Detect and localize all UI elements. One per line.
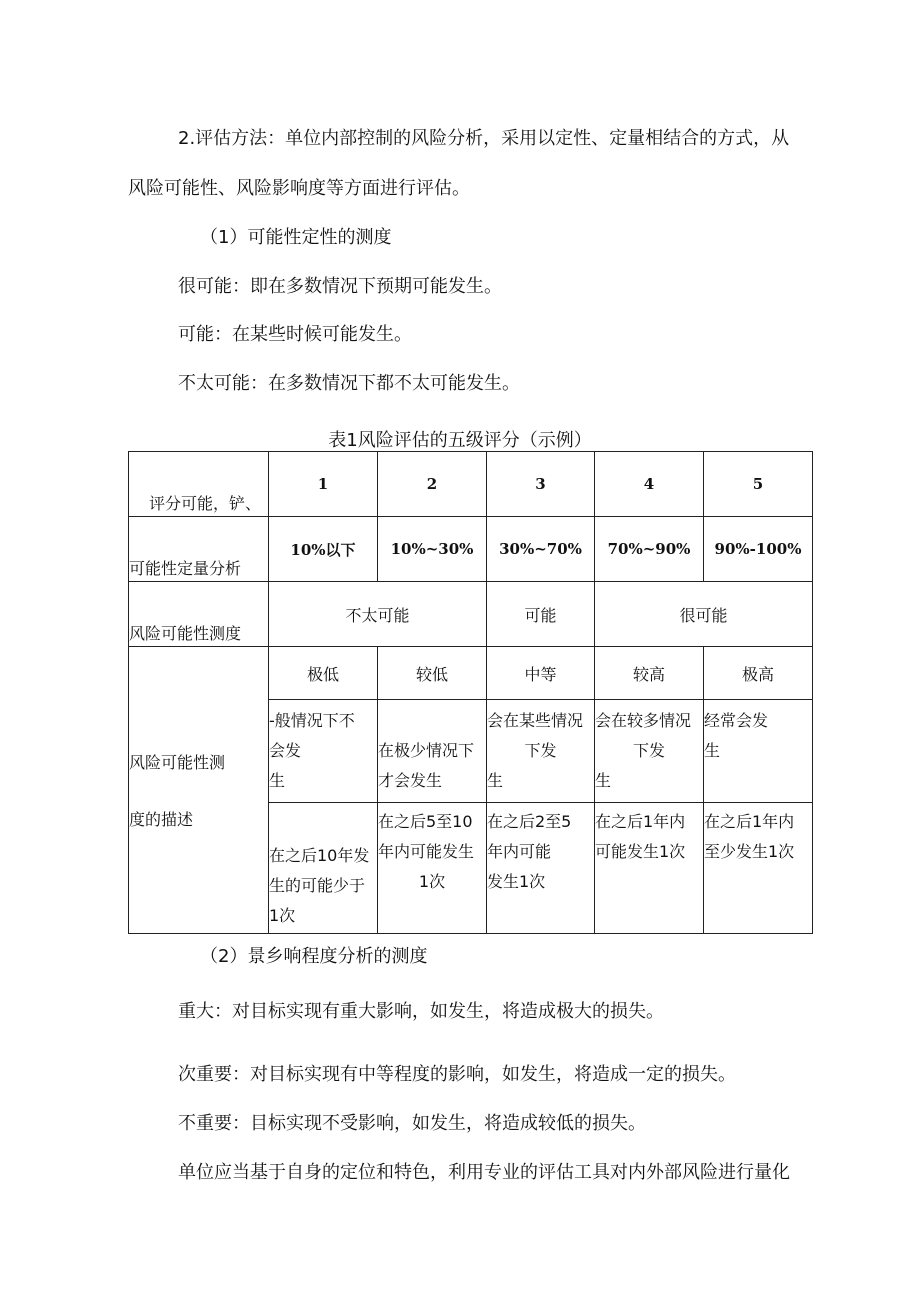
time-desc-5 — [704, 803, 813, 934]
time-desc-3 — [487, 803, 595, 934]
description-label — [129, 647, 269, 934]
measure-likely: 可能 — [487, 582, 595, 647]
level-4: 较高 — [595, 647, 704, 700]
time-desc-5-line-1: 在之后1年内 — [704, 812, 795, 831]
table-row — [129, 582, 813, 647]
qual-desc-3-line-1: 会在某些情况 — [487, 711, 584, 730]
qual-desc-1 — [269, 700, 378, 803]
time-desc-1-line-3: 1次 — [269, 906, 296, 925]
table-row — [129, 452, 813, 517]
qual-desc-1-line-2: 会发 — [269, 741, 302, 760]
time-desc-2-line-3: 1次 — [418, 872, 446, 891]
time-desc-4 — [595, 803, 704, 934]
intro-line-1: 2.评估方法：单位内部控制的风险分析，采用以定性、定量相结合的方式，从 — [178, 128, 790, 149]
level-3: 中等 — [487, 647, 595, 700]
quant-value-3: 30%~70% — [487, 517, 595, 582]
measure-label: 风险可能性测度 — [129, 582, 269, 647]
quant-label: 可能性定量分析 — [129, 517, 269, 582]
qual-desc-1-line-3: 生 — [269, 771, 286, 790]
risk-score-table — [128, 451, 813, 934]
qual-desc-3-line-2: 下发 — [524, 741, 557, 760]
item-likely: 可能：在某些时候可能发生。 — [178, 324, 412, 345]
measure-unlikely: 不太可能 — [269, 582, 487, 647]
time-desc-2 — [378, 803, 487, 934]
qual-desc-5 — [704, 700, 813, 803]
score-4: 4 — [595, 452, 704, 517]
item-minor: 不重要：目标实现不受影响，如发生，将造成较低的损失。 — [178, 1113, 646, 1134]
qual-desc-4-line-1: 会在较多情况 — [595, 711, 692, 730]
time-desc-4-line-1: 在之后1年内 — [595, 812, 686, 831]
score-5: 5 — [704, 452, 813, 517]
time-desc-2-line-1: 在之后5至10 — [378, 812, 473, 831]
closing-line: 单位应当基于自身的定位和特色，利用专业的评估工具对内外部风险进行量化 — [178, 1162, 790, 1183]
section1-heading: （1）可能性定性的测度 — [200, 227, 392, 248]
time-desc-5-line-2: 至少发生1次 — [704, 842, 795, 861]
qual-desc-2-line-1: 在极少情况下 — [378, 741, 475, 760]
level-5: 极高 — [704, 647, 813, 700]
level-1: 极低 — [269, 647, 378, 700]
level-2: 较低 — [378, 647, 487, 700]
section2-heading: （2）景乡响程度分析的测度 — [200, 946, 428, 967]
qual-desc-5-line-2: 生 — [704, 741, 721, 760]
score-1: 1 — [269, 452, 378, 517]
qual-desc-1-line-1: -般情况下不 — [269, 711, 355, 730]
time-desc-3-line-1: 在之后2至5 — [487, 812, 572, 831]
qual-desc-3 — [487, 700, 595, 803]
time-desc-4-line-2: 可能发生1次 — [595, 842, 686, 861]
qual-desc-3-line-3: 生 — [487, 771, 504, 790]
qual-desc-4-line-3: 生 — [595, 771, 612, 790]
item-very-likely: 很可能：即在多数情况下预期可能发生。 — [178, 276, 502, 297]
header-label: 评分可能，铲、 — [129, 452, 269, 517]
qual-desc-5-line-1: 经常会发 — [704, 711, 769, 730]
description-label-line-1: 风险可能性测 — [129, 753, 226, 772]
intro-line-2: 风险可能性、风险影响度等方面进行评估。 — [128, 178, 470, 199]
score-3: 3 — [487, 452, 595, 517]
item-moderate: 次重要：对目标实现有中等程度的影响，如发生，将造成一定的损失。 — [178, 1064, 736, 1085]
quant-value-2: 10%~30% — [378, 517, 487, 582]
table-row — [129, 647, 813, 700]
quant-value-4: 70%~90% — [595, 517, 704, 582]
table-caption: 表1风险评估的五级评分（示例） — [328, 430, 592, 451]
qual-desc-4 — [595, 700, 704, 803]
item-major: 重大：对目标实现有重大影响，如发生，将造成极大的损失。 — [178, 1001, 664, 1022]
description-label-line-2: 度的描述 — [129, 810, 194, 829]
time-desc-1 — [269, 803, 378, 934]
table-row — [129, 517, 813, 582]
quant-value-5: 90%-100% — [704, 517, 813, 582]
score-2: 2 — [378, 452, 487, 517]
qual-desc-2-line-2: 才会发生 — [378, 771, 443, 790]
qual-desc-4-line-2: 下发 — [632, 741, 665, 760]
item-unlikely: 不太可能：在多数情况下都不太可能发生。 — [178, 373, 520, 394]
time-desc-2-line-2: 年内可能发生 — [378, 842, 475, 861]
time-desc-3-line-2: 年内可能 — [487, 842, 552, 861]
measure-very-likely: 很可能 — [595, 582, 813, 647]
time-desc-1-line-2: 生的可能少于 — [269, 876, 366, 895]
time-desc-3-line-3: 发生1次 — [487, 872, 546, 891]
quant-value-1: 10%以下 — [269, 517, 378, 582]
time-desc-1-line-1: 在之后10年发 — [269, 846, 370, 865]
qual-desc-2 — [378, 700, 487, 803]
